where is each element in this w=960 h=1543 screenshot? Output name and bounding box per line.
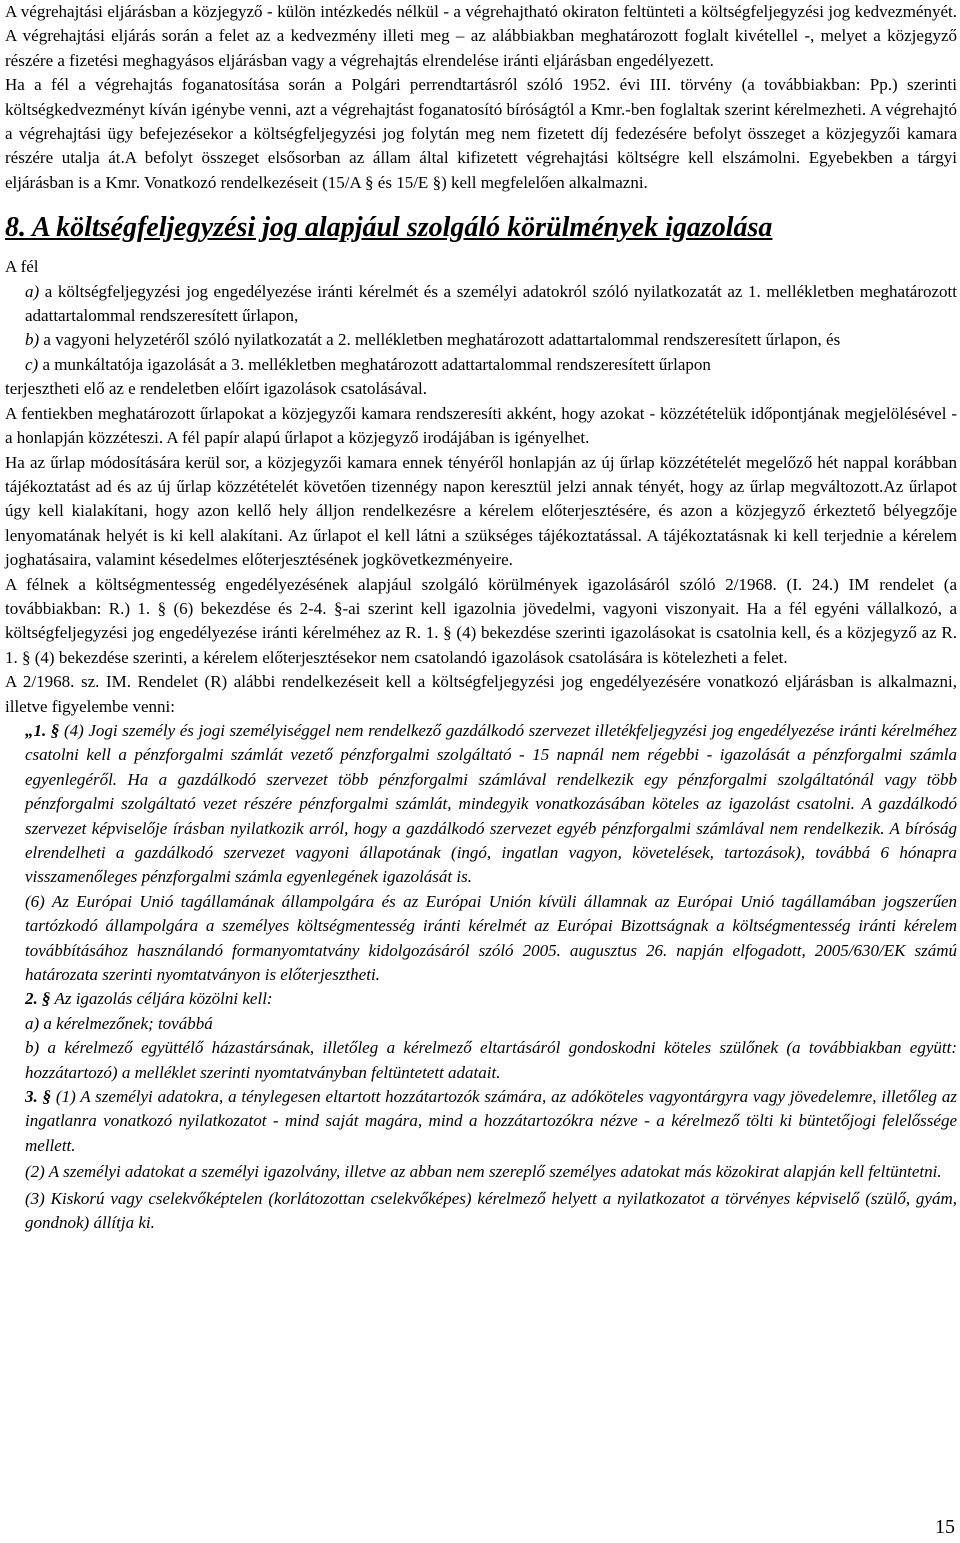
quote-section-2	[5, 987, 957, 1011]
document-page	[5, 0, 957, 1543]
quote-section-2-a: a) a kérelmezőnek; továbbá	[25, 1013, 213, 1033]
list-text-a: a költségfeljegyzési jog engedélyezése iránti kérelmét és a személyi adatokról szóló nyilatkozatát az 1. mellékletben meghatározott adattartalommal rendszeresített űrlapon,	[25, 281, 957, 326]
paragraph-forms-publication: A fentiekben meghatározott űrlapokat a közjegyzői kamara rendszeresíti akként, hogy azokat - közzétételük időpontjának megjelölésével - a honlapján közzéteszi. A fél papír alapú űrlapot a közjegyző irodájában is igényelhet.	[5, 403, 957, 448]
quote-section-2-text: Az igazolás céljára közölni kell:	[50, 989, 273, 1009]
list-label-c: c)	[25, 354, 39, 374]
list-text-c: a munkáltatója igazolását a 3. mellékletben meghatározott adattartalommal rendszeresített űrlapon	[38, 354, 711, 374]
list-item-c	[5, 353, 957, 377]
list-label-a: a)	[25, 281, 40, 301]
list-continuation: terjesztheti elő az e rendeletben előírt igazolások csatolásával.	[5, 379, 427, 399]
quote-section-3-number: 3. §	[25, 1087, 52, 1107]
paragraph-form-modification: Ha az űrlap módosítására kerül sor, a közjegyzői kamara ennek tényéről honlapján az új űrlap közzétételét megelőző hét nappal korábban tájékoztatást ad és az új űrlap közzétételét követően tizennégy napon keresztül jelzi annak tényét, hogy az űrlap megváltozott.Az űrlapot úgy kell kialakítani, hogy azon kellő hely álljon rendelkezésre a kérelem előterjesztésére, és azon a közjegyző érkeztető bélyegzője lenyomatának helyét is ki kell alakítani. Az űrlapot el kell látni a szükséges tájékoztatással. A tájékoztatásnak ki kell terjednie a kérelem joghatásaira, valamint késedelmes előterjesztésének jogkövetkezményeire.	[5, 452, 957, 570]
quote-section-3	[5, 1085, 957, 1158]
quote-section-3-3: (3) Kiskorú vagy cselekvőképtelen (korlátozottan cselekvőképes) kérelmező helyett a nyilatkozatot a törvényes képviselő (szülő, gyám, gondnok) állítja ki.	[25, 1188, 957, 1233]
quote-section-1-6: (6) Az Európai Unió tagállamának állampolgára és az Európai Unión kívüli államnak az Európai Unió tagállamában jogszerűen tartózkodó állampolgára a személyes költségmentesség iránti kérelmét az Európai Bizottságnak a költségmentesség iránti kérelem továbbításához használandó formanyomtatvány kidolgozásáról szóló 2005. augusztus 26. napján elfogadott, 2005/630/EK számú határozata szerinti nyomtatványon is előterjesztheti.	[25, 891, 957, 985]
paragraph-pp-cost-benefit: Ha a fél a végrehajtás foganatosítása során a Polgári perrendtartásról szóló 1952. évi III. törvény (a továbbiakban: Pp.) szerinti költségkedvezményt kíván igénybe venni, azt a végrehajtást foganatosító bíróságtól a Kmr.-ben foglaltak szerint kérelmezheti. A végrehajtó a végrehajtási ügy befejezésekor a költségfeljegyzési jog folytán meg nem fizetett díj fedezésére befolyt összeget a közjegyzői kamara részére utalja át.A befolyt összeget elsősorban az állam által kifizetett végrehajtási költségre kell elszámolni. Egyebekben a tárgyi eljárásban is a Kmr. Vonatkozó rendelkezéseit (15/A § és 15/E §) kell megfelelően alkalmazni.	[5, 75, 957, 192]
paragraph-cost-exemption: A félnek a költségmentesség engedélyezésének alapjául szolgáló körülmények igazolásáról szóló 2/1968. (I. 24.) IM rendelet (a továbbiakban: R.) 1. § (6) bekezdése és 2-4. §-ai szerint kell igazolnia jövedelmi, vagyoni viszonyait. Ha a fél egyéni vállalkozó, a költségfeljegyzési jog engedélyezése iránti kérelméhez az R. 1. § (4) bekezdése szerinti igazolásokat is csatolnia kell, és a közjegyző az R. 1. § (4) bekezdése szerinti, a kérelem előterjesztésekor nem csatolandó igazolások csatolására is kötelezheti a felet.	[5, 574, 957, 667]
page-number: 15	[935, 1516, 955, 1538]
paragraph-a-fel: A fél	[5, 257, 39, 277]
quote-section-3-2: (2) A személyi adatokat a személyi igazolvány, illetve az abban nem szereplő személyes adatokat más közokirat alapján kell feltüntetni.	[25, 1162, 942, 1182]
paragraph-im-decree: A 2/1968. sz. IM. Rendelet (R) alábbi rendelkezéseit kell a költségfeljegyzési jog engedélyezésére vonatkozó eljárásban is alkalmazni, illetve figyelembe venni:	[5, 672, 957, 716]
quote-section-1-text: (4) Jogi személy és jogi személyiséggel nem rendelkező gazdálkodó szervezet illetékfeljegyzési jog engedélyezése iránti kérelméhez csatolni kell a pénzforgalmi számlát vezető pénzforgalmi szolgáltató - 15 napnál nem régebbi - igazolását a pénzforgalmi számla egyenlegéről. Ha a gazdálkodó szervezet több pénzforgalmi számlával rendelkezik egy pénzforgalmi szolgáltatónál vagy több pénzforgalmi szolgáltató vezet részére pénzforgalmi számlát, mindegyik vonatkozásában köteles az igazolást csatolni. A gazdálkodó szervezet képviselője írásban nyilatkozik arról, hogy a gazdálkodó szervezet egyéb pénzforgalmi számlával nem rendelkezik. A bíróság elrendelheti a gazdálkodó szervezet vagyoni állapotának (ingó, ingatlan vagyon, követelések, tartozások), továbbá 6 hónapra visszamenőleges pénzforgalmi számla egyenlegének igazolását is.	[25, 720, 958, 887]
quote-section-1-number: „1. §	[25, 720, 60, 740]
list-label-b: b)	[25, 330, 40, 350]
section-heading: 8. A költségfeljegyzési jog alapjául szolgáló körülmények igazolása	[5, 212, 773, 244]
quote-section-3-text: (1) A személyi adatokra, a ténylegesen eltartott hozzátartozók számára, az adóköteles vagyontárgyra vagy jövedelemre, illetőleg az ingatlanra vonatkozó nyilatkozatot - mind saját magára, mind a hozzátartozókra nézve - a kérelmező tölti ki büntetőjogi felelőssége mellett.	[25, 1087, 958, 1155]
list-text-b: a vagyoni helyzetéről szóló nyilatkozatát a 2. mellékletben meghatározott adattartalommal rendszeresített űrlapon, és	[39, 330, 841, 350]
list-item-b	[5, 328, 957, 352]
quote-section-1	[5, 719, 957, 890]
list-item-a	[5, 280, 957, 329]
quote-section-2-b: b) a kérelmező együttélő házastársának, illetőleg a kérelmező eltartásáról gondoskodni köteles szülőnek (a továbbiakban együtt: hozzátartozó) a melléklet szerinti nyomtatványban feltüntetett adatait.	[25, 1038, 957, 1082]
quote-section-2-number: 2. §	[25, 989, 51, 1009]
paragraph-enforcement-intro: A végrehajtási eljárásban a közjegyző - külön intézkedés nélkül - a végrehajtható okiraton feltünteti a költségfeljegyzési jog kedvezményét. A végrehajtási eljárás során a felet az a kedvezmény illeti meg – az alábbiakban meghatározott foglalt kivétellel -, melyet a közjegyző részére a fizetési meghagyásos eljárásban vagy a végrehajtás elrendelése iránti eljárásban engedélyezett.	[5, 2, 957, 70]
